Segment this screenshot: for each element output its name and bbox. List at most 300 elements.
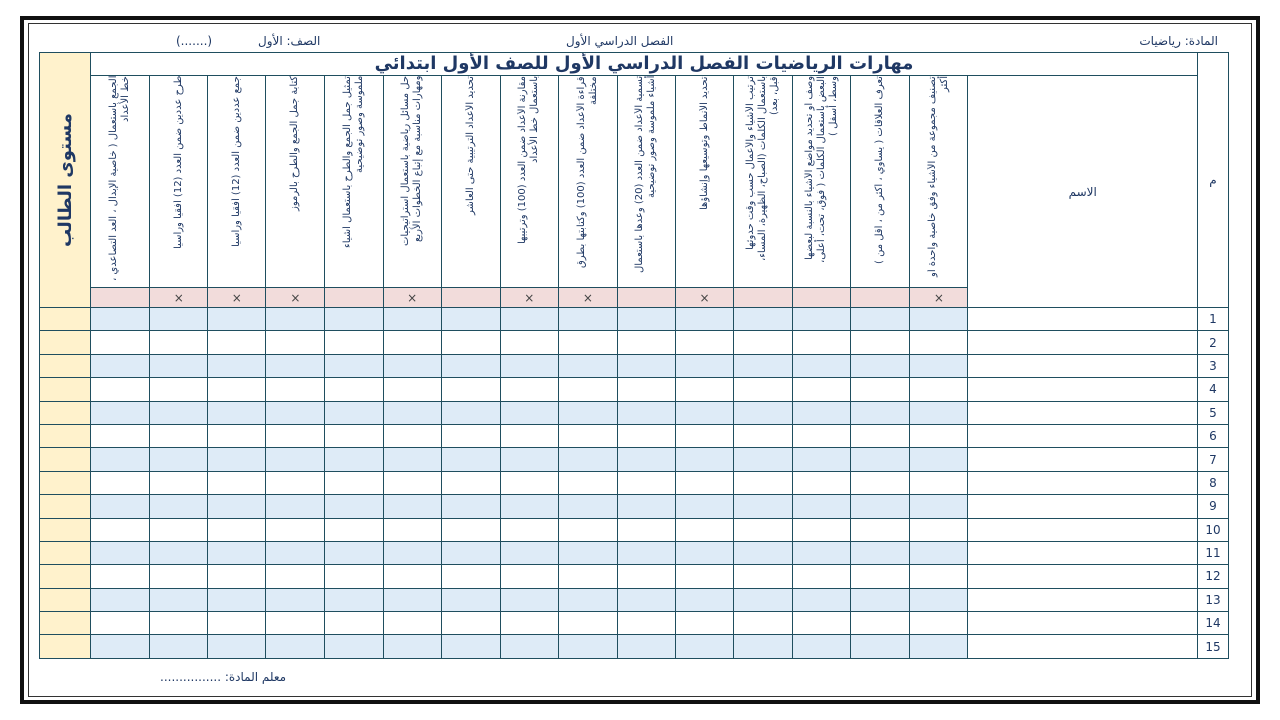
- skill-cell[interactable]: [325, 635, 383, 658]
- skill-cell[interactable]: [325, 448, 383, 471]
- skill-cell[interactable]: [208, 448, 266, 471]
- skill-cell[interactable]: [500, 448, 558, 471]
- skill-cell[interactable]: [383, 378, 441, 401]
- skill-mark-8: ×: [500, 288, 558, 308]
- skill-cell[interactable]: [150, 448, 208, 471]
- skill-cell[interactable]: [325, 495, 383, 518]
- skill-cell[interactable]: [617, 635, 675, 658]
- skill-cell[interactable]: [734, 401, 793, 424]
- skill-cell[interactable]: [91, 612, 150, 635]
- skill-cell[interactable]: [266, 471, 325, 494]
- skill-cell[interactable]: [910, 495, 968, 518]
- skill-mark-14: [851, 288, 910, 308]
- skill-cell[interactable]: [734, 612, 793, 635]
- skill-cell[interactable]: [617, 612, 675, 635]
- table-row: [40, 588, 1229, 611]
- skill-cell[interactable]: [676, 424, 734, 447]
- skill-cell[interactable]: [793, 518, 851, 541]
- skill-mark-10: [617, 288, 675, 308]
- skill-cell[interactable]: [383, 635, 441, 658]
- skill-cell[interactable]: [734, 635, 793, 658]
- skill-cell[interactable]: [558, 401, 617, 424]
- level-cell[interactable]: [40, 495, 91, 518]
- skill-header-13: [793, 76, 851, 288]
- skill-cell[interactable]: [734, 424, 793, 447]
- level-cell[interactable]: [40, 565, 91, 588]
- name-cell[interactable]: [968, 635, 1197, 658]
- skill-cell[interactable]: [266, 424, 325, 447]
- skill-cell[interactable]: [500, 308, 558, 331]
- skill-cell[interactable]: [734, 495, 793, 518]
- skill-header-5: [325, 76, 383, 288]
- skill-mark-6: ×: [383, 288, 441, 308]
- skill-cell[interactable]: [500, 401, 558, 424]
- skill-cell[interactable]: [441, 471, 500, 494]
- skill-header-2: [150, 76, 208, 288]
- row-number: 6: [1197, 424, 1228, 447]
- level-cell[interactable]: [40, 588, 91, 611]
- skill-cell[interactable]: [910, 565, 968, 588]
- skill-cell[interactable]: [325, 518, 383, 541]
- skill-cell[interactable]: [500, 588, 558, 611]
- table-row: [40, 612, 1229, 635]
- skill-cell[interactable]: [441, 495, 500, 518]
- skill-cell[interactable]: [910, 378, 968, 401]
- name-cell[interactable]: [968, 354, 1197, 377]
- row-number: 13: [1197, 588, 1228, 611]
- skill-cell[interactable]: [617, 378, 675, 401]
- skill-cell[interactable]: [734, 518, 793, 541]
- skill-cell[interactable]: [150, 331, 208, 354]
- skill-cell[interactable]: [910, 401, 968, 424]
- skill-cell[interactable]: [793, 471, 851, 494]
- skill-cell[interactable]: [617, 588, 675, 611]
- skill-cell[interactable]: [383, 448, 441, 471]
- skill-cell[interactable]: [441, 541, 500, 564]
- skill-cell[interactable]: [793, 588, 851, 611]
- level-cell[interactable]: [40, 424, 91, 447]
- skill-cell[interactable]: [617, 331, 675, 354]
- skill-cell[interactable]: [910, 635, 968, 658]
- student-level-header: [40, 53, 91, 308]
- grade-label: الصف: الأول: [258, 34, 321, 48]
- skill-cell[interactable]: [91, 331, 150, 354]
- skill-cell[interactable]: [851, 354, 910, 377]
- skill-cell[interactable]: [441, 331, 500, 354]
- skill-cell[interactable]: [150, 541, 208, 564]
- name-cell[interactable]: [968, 401, 1197, 424]
- skill-cell[interactable]: [91, 471, 150, 494]
- skill-cell[interactable]: [617, 565, 675, 588]
- skill-cell[interactable]: [676, 471, 734, 494]
- level-cell[interactable]: [40, 448, 91, 471]
- row-number: 7: [1197, 448, 1228, 471]
- table-row: [40, 518, 1229, 541]
- skill-cell[interactable]: [910, 448, 968, 471]
- row-number: 3: [1197, 354, 1228, 377]
- skill-label: تعرف العلاقات ( يساوي ، أكثر من ، أقل من ): [874, 76, 886, 264]
- skill-cell[interactable]: [266, 354, 325, 377]
- table-row: [40, 565, 1229, 588]
- skill-cell[interactable]: [793, 401, 851, 424]
- skill-cell[interactable]: [910, 588, 968, 611]
- skill-cell[interactable]: [150, 565, 208, 588]
- skill-cell[interactable]: [617, 448, 675, 471]
- skill-cell[interactable]: [910, 541, 968, 564]
- skill-cell[interactable]: [500, 518, 558, 541]
- level-cell[interactable]: [40, 635, 91, 658]
- skill-cell[interactable]: [558, 354, 617, 377]
- skill-header-12: [734, 76, 793, 288]
- name-cell[interactable]: [968, 378, 1197, 401]
- skill-cell[interactable]: [558, 495, 617, 518]
- skill-label: قراءة الأعداد ضمن العدد (100) وكتابتها بطرق مختلفة: [575, 76, 599, 268]
- table-row: [40, 308, 1229, 331]
- skill-cell[interactable]: [208, 424, 266, 447]
- name-cell[interactable]: [968, 518, 1197, 541]
- skill-cell[interactable]: [500, 565, 558, 588]
- name-cell[interactable]: [968, 541, 1197, 564]
- skill-cell[interactable]: [208, 565, 266, 588]
- skill-cell[interactable]: [793, 308, 851, 331]
- skill-cell[interactable]: [266, 448, 325, 471]
- skill-cell[interactable]: [208, 378, 266, 401]
- skill-cell[interactable]: [150, 354, 208, 377]
- skill-cell[interactable]: [383, 495, 441, 518]
- skill-cell[interactable]: [441, 635, 500, 658]
- skill-cell[interactable]: [500, 612, 558, 635]
- level-cell[interactable]: [40, 308, 91, 331]
- skill-cell[interactable]: [325, 424, 383, 447]
- skill-mark-1: [91, 288, 150, 308]
- skill-cell[interactable]: [793, 541, 851, 564]
- skill-cell[interactable]: [266, 565, 325, 588]
- skill-cell[interactable]: [325, 331, 383, 354]
- skill-cell[interactable]: [734, 588, 793, 611]
- skill-cell[interactable]: [383, 331, 441, 354]
- skill-cell[interactable]: [910, 331, 968, 354]
- skill-cell[interactable]: [676, 331, 734, 354]
- skill-cell[interactable]: [266, 518, 325, 541]
- skill-cell[interactable]: [851, 331, 910, 354]
- name-cell[interactable]: [968, 471, 1197, 494]
- skill-cell[interactable]: [676, 635, 734, 658]
- skill-cell[interactable]: [851, 308, 910, 331]
- skill-cell[interactable]: [383, 612, 441, 635]
- skill-cell[interactable]: [793, 354, 851, 377]
- table-row: [40, 331, 1229, 354]
- teacher-label: معلم المادة: ................: [160, 670, 287, 684]
- skill-cell[interactable]: [851, 518, 910, 541]
- skill-cell[interactable]: [91, 541, 150, 564]
- skill-cell[interactable]: [266, 378, 325, 401]
- skill-cell[interactable]: [793, 635, 851, 658]
- skill-cell[interactable]: [208, 471, 266, 494]
- skill-cell[interactable]: [383, 565, 441, 588]
- level-cell[interactable]: [40, 378, 91, 401]
- skill-cell[interactable]: [441, 518, 500, 541]
- skill-cell[interactable]: [91, 495, 150, 518]
- skill-cell[interactable]: [441, 448, 500, 471]
- skill-cell[interactable]: [441, 308, 500, 331]
- skill-cell[interactable]: [150, 401, 208, 424]
- skill-cell[interactable]: [617, 354, 675, 377]
- skill-cell[interactable]: [150, 471, 208, 494]
- skill-cell[interactable]: [266, 612, 325, 635]
- table-row: [40, 448, 1229, 471]
- skill-cell[interactable]: [325, 378, 383, 401]
- skill-cell[interactable]: [266, 401, 325, 424]
- level-cell[interactable]: [40, 354, 91, 377]
- skill-cell[interactable]: [266, 495, 325, 518]
- skill-cell[interactable]: [558, 565, 617, 588]
- skill-cell[interactable]: [910, 424, 968, 447]
- skill-cell[interactable]: [91, 401, 150, 424]
- level-cell[interactable]: [40, 612, 91, 635]
- skill-cell[interactable]: [617, 541, 675, 564]
- skill-cell[interactable]: [150, 378, 208, 401]
- skill-header-6: [383, 76, 441, 288]
- skill-cell[interactable]: [793, 448, 851, 471]
- skill-cell[interactable]: [266, 308, 325, 331]
- name-cell[interactable]: [968, 565, 1197, 588]
- skill-cell[interactable]: [734, 354, 793, 377]
- skill-cell[interactable]: [91, 378, 150, 401]
- skill-cell[interactable]: [500, 471, 558, 494]
- skill-cell[interactable]: [676, 495, 734, 518]
- skill-cell[interactable]: [208, 308, 266, 331]
- skill-cell[interactable]: [150, 588, 208, 611]
- skill-cell[interactable]: [558, 448, 617, 471]
- skill-cell[interactable]: [500, 635, 558, 658]
- skill-cell[interactable]: [558, 612, 617, 635]
- skill-cell[interactable]: [383, 518, 441, 541]
- skill-header-4: [266, 76, 325, 288]
- skill-cell[interactable]: [500, 424, 558, 447]
- skill-label: تحديد الأعداد الترتيبية حتى العاشر: [464, 76, 476, 215]
- skill-cell[interactable]: [851, 495, 910, 518]
- skill-cell[interactable]: [617, 518, 675, 541]
- row-number: 14: [1197, 612, 1228, 635]
- skill-mark-4: ×: [266, 288, 325, 308]
- subject-label: المادة: رياضيات: [1139, 34, 1218, 48]
- skill-label: وصف أو تحديد مواضع الأشياء بالنسبة لبعضها البعض باستعمال الكلمات ( فوق، تحت، أعلى، وسط، أسفل ): [803, 76, 839, 263]
- skill-cell[interactable]: [266, 331, 325, 354]
- skill-cell[interactable]: [500, 495, 558, 518]
- skill-cell[interactable]: [734, 471, 793, 494]
- skill-cell[interactable]: [383, 588, 441, 611]
- skill-cell[interactable]: [383, 471, 441, 494]
- skill-cell[interactable]: [208, 495, 266, 518]
- skill-cell[interactable]: [851, 448, 910, 471]
- row-number: 15: [1197, 635, 1228, 658]
- skill-cell[interactable]: [558, 471, 617, 494]
- skill-cell[interactable]: [851, 635, 910, 658]
- skill-header-14: [851, 76, 910, 288]
- skill-cell[interactable]: [91, 308, 150, 331]
- skill-cell[interactable]: [208, 401, 266, 424]
- row-number: 9: [1197, 495, 1228, 518]
- skill-cell[interactable]: [676, 401, 734, 424]
- skill-mark-9: ×: [558, 288, 617, 308]
- skill-cell[interactable]: [441, 612, 500, 635]
- skill-cell[interactable]: [910, 612, 968, 635]
- skill-cell[interactable]: [734, 565, 793, 588]
- skill-cell[interactable]: [793, 565, 851, 588]
- skill-cell[interactable]: [208, 588, 266, 611]
- skill-cell[interactable]: [441, 378, 500, 401]
- skill-cell[interactable]: [325, 471, 383, 494]
- skill-cell[interactable]: [150, 635, 208, 658]
- skill-header-11: [676, 76, 734, 288]
- skill-label: ترتيب الأشياء والأعمال حسب وقت حدوثها باستعمال الكلمات (الصباح، الظهيرة، المساء، قبل، بعد): [745, 76, 781, 262]
- name-cell[interactable]: [968, 448, 1197, 471]
- skill-cell[interactable]: [500, 541, 558, 564]
- skill-cell[interactable]: [734, 448, 793, 471]
- skill-cell[interactable]: [851, 588, 910, 611]
- skill-cell[interactable]: [558, 424, 617, 447]
- skill-cell[interactable]: [734, 308, 793, 331]
- skill-cell[interactable]: [676, 308, 734, 331]
- name-cell[interactable]: [968, 424, 1197, 447]
- skill-cell[interactable]: [910, 518, 968, 541]
- skill-cell[interactable]: [208, 331, 266, 354]
- skill-cell[interactable]: [676, 378, 734, 401]
- skill-cell[interactable]: [676, 541, 734, 564]
- skill-cell[interactable]: [793, 331, 851, 354]
- skill-cell[interactable]: [266, 588, 325, 611]
- skill-cell[interactable]: [558, 518, 617, 541]
- skill-cell[interactable]: [150, 495, 208, 518]
- skill-label: تصنيف مجموعة من الأشياء وفق خاصية واحدة أو أكثر: [926, 76, 950, 277]
- skill-cell[interactable]: [676, 588, 734, 611]
- skill-cell[interactable]: [208, 518, 266, 541]
- skill-cell[interactable]: [500, 378, 558, 401]
- skill-cell[interactable]: [208, 635, 266, 658]
- skill-cell[interactable]: [325, 541, 383, 564]
- skill-cell[interactable]: [441, 588, 500, 611]
- skill-label: تمثيل جمل الجمع والطرح باستعمال أشياء ملموسة وصور توضيحية: [342, 76, 365, 248]
- skill-cell[interactable]: [617, 424, 675, 447]
- name-cell[interactable]: [968, 612, 1197, 635]
- skill-cell[interactable]: [617, 495, 675, 518]
- skill-cell[interactable]: [851, 378, 910, 401]
- skill-cell[interactable]: [793, 378, 851, 401]
- skill-cell[interactable]: [383, 424, 441, 447]
- skill-cell[interactable]: [558, 308, 617, 331]
- level-cell[interactable]: [40, 541, 91, 564]
- skill-cell[interactable]: [383, 354, 441, 377]
- skill-cell[interactable]: [851, 424, 910, 447]
- skill-label: تحديد الأنماط وتوسيعها وإنشاؤها: [698, 76, 710, 210]
- skill-cell[interactable]: [208, 612, 266, 635]
- skill-cell[interactable]: [676, 612, 734, 635]
- skill-cell[interactable]: [558, 331, 617, 354]
- skill-cell[interactable]: [383, 308, 441, 331]
- skill-cell[interactable]: [851, 565, 910, 588]
- skill-cell[interactable]: [91, 354, 150, 377]
- skill-cell[interactable]: [617, 401, 675, 424]
- skill-cell[interactable]: [676, 354, 734, 377]
- skill-cell[interactable]: [150, 612, 208, 635]
- skill-cell[interactable]: [266, 635, 325, 658]
- level-cell[interactable]: [40, 331, 91, 354]
- skill-cell[interactable]: [150, 308, 208, 331]
- skill-cell[interactable]: [558, 378, 617, 401]
- skill-cell[interactable]: [500, 354, 558, 377]
- skill-cell[interactable]: [676, 565, 734, 588]
- skill-cell[interactable]: [325, 354, 383, 377]
- skill-cell[interactable]: [91, 518, 150, 541]
- row-number: 8: [1197, 471, 1228, 494]
- skill-mark-15: ×: [910, 288, 968, 308]
- skill-cell[interactable]: [793, 424, 851, 447]
- skill-cell[interactable]: [617, 308, 675, 331]
- skill-cell[interactable]: [325, 308, 383, 331]
- skill-cell[interactable]: [558, 588, 617, 611]
- level-cell[interactable]: [40, 401, 91, 424]
- name-cell[interactable]: [968, 308, 1197, 331]
- skill-cell[interactable]: [150, 424, 208, 447]
- skill-cell[interactable]: [441, 354, 500, 377]
- name-cell[interactable]: [968, 495, 1197, 518]
- skill-cell[interactable]: [150, 518, 208, 541]
- skill-cell[interactable]: [734, 541, 793, 564]
- skill-cell[interactable]: [676, 518, 734, 541]
- skill-cell[interactable]: [793, 495, 851, 518]
- skill-cell[interactable]: [910, 308, 968, 331]
- skill-cell[interactable]: [383, 541, 441, 564]
- skill-cell[interactable]: [441, 424, 500, 447]
- skill-cell[interactable]: [500, 331, 558, 354]
- skill-cell[interactable]: [851, 612, 910, 635]
- skill-cell[interactable]: [910, 471, 968, 494]
- skill-cell[interactable]: [91, 635, 150, 658]
- skill-cell[interactable]: [91, 588, 150, 611]
- skill-cell[interactable]: [734, 378, 793, 401]
- skill-cell[interactable]: [91, 448, 150, 471]
- level-cell[interactable]: [40, 518, 91, 541]
- skill-cell[interactable]: [851, 541, 910, 564]
- skill-cell[interactable]: [91, 424, 150, 447]
- skill-cell[interactable]: [617, 471, 675, 494]
- skill-cell[interactable]: [208, 541, 266, 564]
- student-level-header-text: مستوى الطالب: [54, 113, 76, 247]
- skill-cell[interactable]: [676, 448, 734, 471]
- skill-cell[interactable]: [208, 354, 266, 377]
- skill-cell[interactable]: [734, 331, 793, 354]
- skill-cell[interactable]: [793, 612, 851, 635]
- skill-cell[interactable]: [325, 565, 383, 588]
- skill-cell[interactable]: [325, 588, 383, 611]
- skill-cell[interactable]: [851, 471, 910, 494]
- skill-cell[interactable]: [558, 635, 617, 658]
- name-cell[interactable]: [968, 588, 1197, 611]
- skill-header-9: [558, 76, 617, 288]
- skill-cell[interactable]: [266, 541, 325, 564]
- skill-cell[interactable]: [383, 401, 441, 424]
- skill-cell[interactable]: [441, 401, 500, 424]
- skill-cell[interactable]: [325, 401, 383, 424]
- skill-cell[interactable]: [558, 541, 617, 564]
- name-cell[interactable]: [968, 331, 1197, 354]
- skill-cell[interactable]: [910, 354, 968, 377]
- skill-cell[interactable]: [325, 612, 383, 635]
- level-cell[interactable]: [40, 471, 91, 494]
- skill-cell[interactable]: [91, 565, 150, 588]
- skill-cell[interactable]: [441, 565, 500, 588]
- skill-cell[interactable]: [851, 401, 910, 424]
